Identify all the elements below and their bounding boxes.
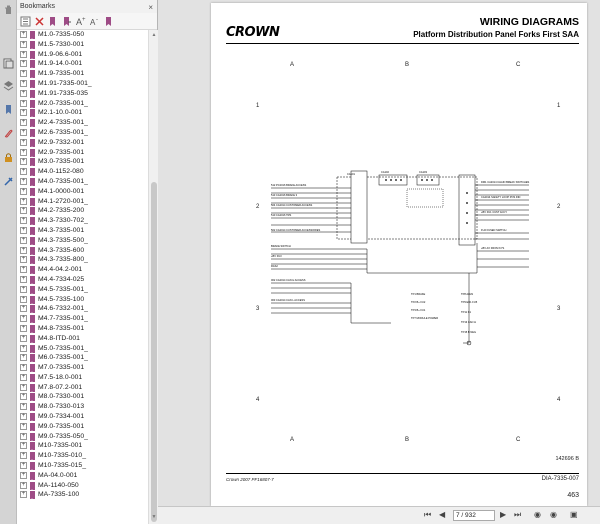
bookmark-item[interactable] bbox=[17, 392, 148, 402]
bookmark-item[interactable] bbox=[17, 481, 148, 491]
bookmark-item[interactable] bbox=[17, 89, 148, 99]
grid-row-2-left: 2 bbox=[256, 204, 260, 210]
bookmark-ribbon-icon bbox=[30, 31, 35, 39]
expand-toggle-icon[interactable]: + bbox=[21, 138, 26, 145]
bookmark-item[interactable] bbox=[17, 324, 148, 334]
expand-toggle-icon[interactable]: + bbox=[21, 31, 26, 37]
bookmark-item[interactable] bbox=[17, 490, 148, 500]
new-bookmark-icon[interactable] bbox=[47, 16, 58, 27]
bookmark-label[interactable]: M9.0-7335-001 bbox=[38, 422, 85, 430]
expand-toggle-icon[interactable]: + bbox=[21, 89, 26, 96]
bookmark-item[interactable] bbox=[17, 285, 148, 295]
expand-toggle-icon[interactable]: + bbox=[21, 148, 26, 155]
delete-bookmark-icon[interactable] bbox=[34, 16, 45, 27]
bookmark-ribbon-icon bbox=[30, 227, 35, 235]
bookmark-ribbon-icon bbox=[30, 266, 35, 274]
expand-toggle-icon[interactable]: + bbox=[21, 99, 26, 106]
bookmark-item[interactable] bbox=[17, 187, 148, 197]
panel-title: Bookmarks bbox=[20, 3, 56, 10]
bookmark-item[interactable] bbox=[17, 226, 148, 236]
bookmark-label[interactable]: M4.7-7335-001_ bbox=[38, 315, 88, 323]
expand-toggle-icon[interactable]: + bbox=[21, 177, 26, 184]
bookmark-item[interactable] bbox=[17, 50, 148, 60]
svg-text:CA2014 SAFETY LOOP POS IND: CA2014 SAFETY LOOP POS IND bbox=[481, 196, 521, 199]
bookmark-item[interactable] bbox=[17, 412, 148, 422]
bookmark-ribbon-icon bbox=[30, 472, 35, 480]
expand-toggle-icon[interactable]: + bbox=[21, 119, 26, 126]
bookmark-item[interactable] bbox=[17, 206, 148, 216]
svg-text:+BV FU3: +BV FU3 bbox=[271, 255, 282, 258]
bookmark-ribbon-icon bbox=[30, 168, 35, 176]
expand-toggle-icon[interactable]: + bbox=[21, 324, 26, 331]
expand-toggle-icon[interactable]: + bbox=[21, 354, 26, 361]
bookmark-ribbon-icon bbox=[30, 178, 35, 186]
attachment-icon[interactable] bbox=[3, 128, 14, 139]
close-icon[interactable]: × bbox=[148, 3, 153, 12]
bookmark-ribbon-icon bbox=[30, 442, 35, 450]
svg-text:+: + bbox=[82, 17, 86, 23]
bookmark-label[interactable]: M7.8-07.2-001 bbox=[38, 383, 83, 391]
bookmark-item[interactable] bbox=[17, 383, 148, 393]
expand-toggle-icon[interactable]: + bbox=[21, 471, 26, 478]
grid-col-b-bottom: B bbox=[405, 437, 410, 443]
bookmark-label[interactable]: M4.0-7335-001_ bbox=[38, 177, 88, 185]
expand-toggle-icon[interactable]: + bbox=[21, 344, 26, 351]
tool-rail bbox=[0, 0, 17, 524]
expand-toggle-icon[interactable]: + bbox=[21, 217, 26, 224]
expand-toggle-icon[interactable]: + bbox=[21, 452, 26, 459]
bookmark-ribbon-icon bbox=[30, 403, 35, 411]
bookmark-ribbon-icon bbox=[30, 276, 35, 284]
bookmark-item[interactable] bbox=[17, 304, 148, 314]
bookmark-label[interactable]: M4.5-7335-001_ bbox=[38, 285, 88, 293]
svg-text:TP8 ALM1: TP8 ALM1 bbox=[461, 293, 474, 296]
svg-text:TP2 B+ FU2: TP2 B+ FU2 bbox=[411, 301, 426, 304]
svg-text:512 PC2016 BRAKE ACCESS: 512 PC2016 BRAKE ACCESS bbox=[271, 184, 307, 187]
bookmark-ribbon-icon bbox=[30, 100, 35, 108]
bookmark-item[interactable] bbox=[17, 108, 148, 118]
bookmark-label[interactable]: M4.3-7335-600 bbox=[38, 246, 85, 254]
bookmark-item[interactable] bbox=[17, 471, 148, 481]
bookmark-item[interactable] bbox=[17, 441, 148, 451]
bookmark-item[interactable] bbox=[17, 422, 148, 432]
next-page-icon[interactable]: ▶ bbox=[500, 510, 507, 519]
bookmark-item[interactable] bbox=[17, 157, 148, 167]
expand-toggle-icon[interactable]: + bbox=[21, 403, 26, 410]
svg-text:+BV FU1 CUST ACCY: +BV FU1 CUST ACCY bbox=[481, 211, 508, 214]
grid-row-3-left: 3 bbox=[256, 306, 260, 312]
svg-text:BRAKE SWITCH: BRAKE SWITCH bbox=[271, 245, 291, 248]
pdf-page bbox=[211, 3, 587, 506]
expand-toggle-icon[interactable]: + bbox=[21, 128, 26, 135]
expand-toggle-icon[interactable]: + bbox=[21, 246, 26, 253]
bookmark-ribbon-icon bbox=[30, 51, 35, 59]
bookmarks-scrollbar[interactable] bbox=[148, 30, 158, 524]
bookmark-label[interactable]: M2.6-7335-001_ bbox=[38, 128, 88, 136]
bookmark-label[interactable]: M4.4-7334-025 bbox=[38, 275, 85, 283]
expand-all-icon[interactable] bbox=[20, 16, 31, 27]
bookmark-label[interactable]: M9.0-7335-050_ bbox=[38, 432, 88, 440]
scroll-thumb[interactable] bbox=[151, 182, 157, 522]
expand-toggle-icon[interactable]: + bbox=[21, 305, 26, 312]
bookmark-ribbon-icon bbox=[30, 119, 35, 127]
bookmark-label[interactable]: M10-7335-010_ bbox=[38, 452, 86, 460]
bookmark-item[interactable] bbox=[17, 255, 148, 265]
bookmark-ribbon-icon bbox=[30, 335, 35, 343]
decrease-text-size-icon[interactable] bbox=[89, 16, 100, 27]
bookmark-label[interactable]: M9.0-7334-001 bbox=[38, 413, 85, 421]
expand-toggle-icon[interactable]: + bbox=[21, 315, 26, 322]
previous-page-icon[interactable]: ◀ bbox=[439, 510, 446, 519]
expand-toggle-icon[interactable]: + bbox=[21, 236, 26, 243]
bookmark-label[interactable]: M10-7335-015_ bbox=[38, 462, 86, 470]
bookmark-ribbon-icon bbox=[30, 462, 35, 470]
bookmark-label[interactable]: MA-04.0-001 bbox=[38, 471, 78, 479]
svg-text:513 CA2016 BRAKE 3: 513 CA2016 BRAKE 3 bbox=[271, 194, 298, 197]
bookmark-item[interactable] bbox=[17, 363, 148, 373]
expand-toggle-icon[interactable]: + bbox=[21, 207, 26, 214]
svg-text:+BV AX FROM KYS: +BV AX FROM KYS bbox=[481, 247, 505, 250]
grid-col-c-bottom: C bbox=[516, 437, 521, 443]
bookmark-item[interactable] bbox=[17, 148, 148, 158]
svg-text:002 CA2014 CAN H ACCESS: 002 CA2014 CAN H ACCESS bbox=[271, 279, 306, 282]
expand-toggle-icon[interactable]: + bbox=[21, 491, 26, 498]
bookmark-label[interactable]: M4.8-ITD-001 bbox=[38, 334, 80, 342]
svg-text:504 CA2014 CUSTOMER ACCESS: 504 CA2014 CUSTOMER ACCESS bbox=[271, 204, 313, 207]
expand-toggle-icon[interactable]: + bbox=[21, 158, 26, 165]
bookmark-item[interactable] bbox=[17, 353, 148, 363]
panel-header bbox=[17, 0, 157, 13]
bookmark-item[interactable] bbox=[17, 461, 148, 471]
expand-toggle-icon[interactable]: + bbox=[21, 197, 26, 204]
scroll-up-arrow-icon[interactable]: ▲ bbox=[151, 32, 157, 38]
lock-icon[interactable] bbox=[3, 152, 14, 163]
bookmark-label[interactable]: M7.0-7335-001 bbox=[38, 364, 85, 372]
bookmark-ribbon-icon bbox=[30, 217, 35, 225]
bookmark-item[interactable] bbox=[17, 40, 148, 50]
bookmarks-panel bbox=[17, 0, 158, 524]
bookmark-ribbon-icon bbox=[30, 80, 35, 88]
bookmark-ribbon-icon bbox=[30, 413, 35, 421]
printed-page-number: 463 bbox=[567, 492, 579, 499]
bookmark-ribbon-icon bbox=[30, 109, 35, 117]
crown-logo: CROWN bbox=[226, 25, 280, 40]
page-title: WIRING DIAGRAMS bbox=[479, 16, 579, 28]
bookmark-label[interactable]: M1.91-7335-001_ bbox=[38, 79, 92, 87]
bookmark-item[interactable] bbox=[17, 216, 148, 226]
bookmark-ribbon-icon bbox=[30, 90, 35, 98]
bookmark-ribbon-icon bbox=[30, 41, 35, 49]
expand-toggle-icon[interactable]: + bbox=[21, 285, 26, 292]
bookmark-item[interactable] bbox=[17, 432, 148, 442]
bookmark-item[interactable] bbox=[17, 451, 148, 461]
bookmark-label[interactable]: M1.9-7335-001 bbox=[38, 70, 85, 78]
expand-toggle-icon[interactable]: + bbox=[21, 413, 26, 420]
bookmark-ribbon-icon bbox=[30, 129, 35, 137]
bookmark-label[interactable]: M2.1-10.0-001 bbox=[38, 109, 83, 117]
expand-toggle-icon[interactable]: + bbox=[21, 70, 26, 77]
bookmark-label[interactable]: M4.3-7335-500_ bbox=[38, 236, 88, 244]
bookmark-ribbon-icon bbox=[30, 296, 35, 304]
svg-text:CA103: CA103 bbox=[419, 171, 427, 174]
expand-toggle-icon[interactable]: + bbox=[21, 422, 26, 429]
grid-col-c-top: C bbox=[516, 62, 521, 68]
bookmark-item[interactable] bbox=[17, 69, 148, 79]
expand-toggle-icon[interactable]: + bbox=[21, 481, 26, 488]
first-page-icon[interactable]: ⏮ bbox=[424, 510, 432, 519]
svg-text:TP7 MODULE POWER: TP7 MODULE POWER bbox=[411, 317, 439, 320]
bookmark-ribbon-icon bbox=[30, 423, 35, 431]
page-number-input[interactable]: 7 / 932 bbox=[453, 510, 495, 521]
bookmark-label[interactable]: M2.9-7335-001 bbox=[38, 148, 85, 156]
grid-col-a-top: A bbox=[290, 62, 295, 68]
hand-tool-icon[interactable] bbox=[3, 4, 14, 15]
bookmark-item[interactable] bbox=[17, 30, 148, 40]
bookmark-label[interactable]: M4.3-7335-001 bbox=[38, 226, 85, 234]
bookmark-item[interactable] bbox=[17, 79, 148, 89]
bookmark-ribbon-icon bbox=[30, 384, 35, 392]
grid-row-1-left: 1 bbox=[256, 103, 260, 109]
footer-rule bbox=[226, 473, 579, 474]
bookmark-label[interactable]: M1.9-14.0-001 bbox=[38, 60, 83, 68]
bookmark-ribbon-icon bbox=[30, 325, 35, 333]
bookmark-label[interactable]: M4.4-04.2-001 bbox=[38, 266, 83, 274]
bookmark-label[interactable]: M6.0-7335-001_ bbox=[38, 354, 88, 362]
svg-text:-: - bbox=[96, 17, 98, 23]
bookmark-item[interactable] bbox=[17, 295, 148, 305]
grid-row-4-right: 4 bbox=[557, 397, 561, 403]
svg-text:TP3 B+ FU1: TP3 B+ FU1 bbox=[411, 309, 426, 312]
copyright-text: Crown 2007 PF16807-7 bbox=[226, 477, 274, 482]
bookmark-label[interactable]: M5.0-7335-001_ bbox=[38, 344, 88, 352]
svg-text:FU2 FUSED SWITCH: FU2 FUSED SWITCH bbox=[481, 229, 507, 232]
bookmark-label[interactable]: M4.5-7335-100 bbox=[38, 295, 85, 303]
bookmark-ribbon-icon bbox=[30, 247, 35, 255]
bookmark-ribbon-icon bbox=[30, 491, 35, 499]
expand-toggle-icon[interactable]: + bbox=[21, 60, 26, 67]
svg-text:TP13 CAN H: TP13 CAN H bbox=[461, 321, 476, 324]
expand-toggle-icon[interactable]: + bbox=[21, 79, 26, 86]
pages-icon[interactable] bbox=[3, 58, 14, 69]
bookmark-item[interactable] bbox=[17, 344, 148, 354]
bookmark-icon[interactable] bbox=[3, 104, 14, 115]
expand-toggle-icon[interactable]: + bbox=[21, 364, 26, 371]
svg-text:DM1 CA2014 CHAIN BREAK SWITCHE: DM1 CA2014 CHAIN BREAK SWITCHES bbox=[481, 181, 530, 184]
bookmark-ribbon-icon bbox=[30, 286, 35, 294]
bookmark-label[interactable]: M4.6-7332-001_ bbox=[38, 305, 88, 313]
grid-row-4-left: 4 bbox=[256, 397, 260, 403]
bookmark-item[interactable] bbox=[17, 275, 148, 285]
find-bookmark-icon[interactable] bbox=[103, 16, 114, 27]
grid-row-1-right: 1 bbox=[557, 103, 561, 109]
bookmark-ribbon-icon bbox=[30, 198, 35, 206]
panel-toolbar bbox=[17, 13, 157, 30]
bookmark-label[interactable]: M4.1-2720-001_ bbox=[38, 197, 88, 205]
bookmark-ribbon-icon bbox=[30, 364, 35, 372]
svg-text:A: A bbox=[90, 18, 96, 27]
bookmark-label[interactable]: M2.0-7335-001_ bbox=[38, 99, 88, 107]
bookmark-label[interactable]: M2.9-7332-001 bbox=[38, 138, 85, 146]
signature-icon[interactable] bbox=[3, 176, 14, 187]
bookmark-ribbon-icon bbox=[30, 149, 35, 157]
bookmark-label[interactable]: M3.0-7335-001 bbox=[38, 158, 85, 166]
svg-text:CA101: CA101 bbox=[347, 173, 355, 176]
svg-text:TP9 ED1 FU5: TP9 ED1 FU5 bbox=[461, 301, 478, 304]
svg-text:502 CA2014 CUSTOMER ACCESSORIE: 502 CA2014 CUSTOMER ACCESSORIES bbox=[271, 229, 321, 232]
bookmark-list bbox=[17, 30, 148, 518]
bookmark-label[interactable]: M1.0-7335-050 bbox=[38, 31, 85, 38]
bookmark-label[interactable]: M1.5-7330-001 bbox=[38, 40, 85, 48]
page-navigation-bar bbox=[158, 506, 600, 524]
expand-toggle-icon[interactable]: + bbox=[21, 462, 26, 469]
bookmark-item[interactable] bbox=[17, 265, 148, 275]
bookmark-label[interactable]: M7.5-18.0-001 bbox=[38, 373, 83, 381]
bookmark-ribbon-icon bbox=[30, 256, 35, 264]
bookmark-item[interactable] bbox=[17, 373, 148, 383]
expand-toggle-icon[interactable]: + bbox=[21, 393, 26, 400]
bookmark-ribbon-icon bbox=[30, 188, 35, 196]
bookmark-item[interactable] bbox=[17, 138, 148, 148]
grid-col-a-bottom: A bbox=[290, 437, 295, 443]
bookmark-ribbon-icon bbox=[30, 374, 35, 382]
page-subtitle: Platform Distribution Panel Forks First SAA bbox=[413, 30, 579, 39]
bookmark-item[interactable] bbox=[17, 314, 148, 324]
bookmark-ribbon-icon bbox=[30, 315, 35, 323]
bookmark-properties-icon[interactable] bbox=[61, 16, 72, 27]
grid-row-2-right: 2 bbox=[557, 204, 561, 210]
expand-toggle-icon[interactable]: + bbox=[21, 266, 26, 273]
last-page-icon[interactable]: ⏭ bbox=[514, 510, 522, 519]
bookmark-label[interactable]: M1.9-06.6-001 bbox=[38, 50, 83, 58]
expand-toggle-icon[interactable]: + bbox=[21, 50, 26, 57]
previous-view-icon[interactable]: ◉ bbox=[534, 510, 541, 519]
next-view-icon[interactable]: ◉ bbox=[550, 510, 557, 519]
expand-toggle-icon[interactable]: + bbox=[21, 275, 26, 282]
bookmark-item[interactable] bbox=[17, 59, 148, 69]
bookmark-item[interactable] bbox=[17, 177, 148, 187]
svg-text:TP15 B NEG: TP15 B NEG bbox=[461, 331, 476, 334]
svg-text:CA102: CA102 bbox=[381, 171, 389, 174]
bookmark-ribbon-icon bbox=[30, 70, 35, 78]
bookmark-item[interactable] bbox=[17, 128, 148, 138]
bookmark-item[interactable] bbox=[17, 246, 148, 256]
svg-text:TP1 BRAKE: TP1 BRAKE bbox=[411, 293, 426, 296]
bookmark-label[interactable]: MA-7335-100 bbox=[38, 491, 80, 499]
expand-toggle-icon[interactable]: + bbox=[21, 168, 26, 175]
svg-text:003 CA2014 CAN L ACCESS: 003 CA2014 CAN L ACCESS bbox=[271, 299, 305, 302]
layers-icon[interactable] bbox=[3, 80, 14, 91]
bookmark-ribbon-icon bbox=[30, 482, 35, 490]
bookmark-label[interactable]: M4.2-7335-200 bbox=[38, 207, 85, 215]
expand-toggle-icon[interactable]: + bbox=[21, 383, 26, 390]
bookmark-label[interactable]: MA-1140-050 bbox=[38, 481, 79, 489]
expand-toggle-icon[interactable]: + bbox=[21, 373, 26, 380]
grid-col-b-top: B bbox=[405, 62, 410, 68]
scroll-down-arrow-icon[interactable]: ▼ bbox=[151, 514, 157, 520]
expand-toggle-icon[interactable]: + bbox=[21, 226, 26, 233]
bookmark-ribbon-icon bbox=[30, 433, 35, 441]
bookmark-ribbon-icon bbox=[30, 305, 35, 313]
bookmark-item[interactable] bbox=[17, 334, 148, 344]
bookmark-item[interactable] bbox=[17, 99, 148, 109]
bookmark-item[interactable] bbox=[17, 118, 148, 128]
fit-page-icon[interactable]: ▣ bbox=[570, 510, 578, 519]
expand-toggle-icon[interactable]: + bbox=[21, 295, 26, 302]
expand-toggle-icon[interactable]: + bbox=[21, 187, 26, 194]
svg-text:510 CA2016 TRS: 510 CA2016 TRS bbox=[271, 214, 292, 217]
expand-toggle-icon[interactable]: + bbox=[21, 40, 26, 47]
document-number: DIA-7335-007 bbox=[541, 476, 579, 482]
bookmark-label[interactable]: M4.1-0000-001 bbox=[38, 187, 85, 195]
svg-text:A: A bbox=[76, 17, 83, 27]
expand-toggle-icon[interactable]: + bbox=[21, 256, 26, 263]
expand-toggle-icon[interactable]: + bbox=[21, 432, 26, 439]
expand-toggle-icon[interactable]: + bbox=[21, 109, 26, 116]
bookmark-ribbon-icon bbox=[30, 207, 35, 215]
part-number: 142696 B bbox=[555, 456, 579, 462]
bookmark-label[interactable]: M10-7335-001 bbox=[38, 442, 83, 450]
bookmark-ribbon-icon bbox=[30, 393, 35, 401]
bookmark-ribbon-icon bbox=[30, 354, 35, 362]
expand-toggle-icon[interactable]: + bbox=[21, 442, 26, 449]
bookmark-label[interactable]: M4.0-1152-080 bbox=[38, 168, 84, 176]
bookmark-item[interactable] bbox=[17, 402, 148, 412]
bookmark-label[interactable]: M8.0-7330-001 bbox=[38, 393, 85, 401]
bookmark-label[interactable]: M4.8-7335-001 bbox=[38, 324, 85, 332]
increase-text-size-icon[interactable] bbox=[75, 16, 86, 27]
bookmark-ribbon-icon bbox=[30, 158, 35, 166]
bookmark-ribbon-icon bbox=[30, 237, 35, 245]
bookmark-ribbon-icon bbox=[30, 60, 35, 68]
bookmark-item[interactable] bbox=[17, 236, 148, 246]
expand-toggle-icon[interactable]: + bbox=[21, 334, 26, 341]
svg-text:TP11 K1: TP11 K1 bbox=[461, 311, 471, 314]
bookmark-ribbon-icon bbox=[30, 139, 35, 147]
bookmark-label[interactable]: M1.91-7335-035 bbox=[38, 89, 88, 97]
bookmark-item[interactable] bbox=[17, 197, 148, 207]
bookmark-label[interactable]: M2.4-7335-001_ bbox=[38, 119, 88, 127]
svg-text:RAS2: RAS2 bbox=[271, 265, 278, 268]
bookmark-item[interactable] bbox=[17, 167, 148, 177]
bookmark-ribbon-icon bbox=[30, 345, 35, 353]
bookmark-label[interactable]: M8.0-7330-013 bbox=[38, 403, 85, 411]
document-view bbox=[158, 0, 600, 506]
grid-row-3-right: 3 bbox=[557, 306, 561, 312]
bookmark-ribbon-icon bbox=[30, 452, 35, 460]
bookmark-label[interactable]: M4.3-7330-702_ bbox=[38, 217, 88, 225]
wiring-schematic bbox=[211, 3, 587, 473]
bookmark-label[interactable]: M4.3-7335-800_ bbox=[38, 256, 88, 264]
